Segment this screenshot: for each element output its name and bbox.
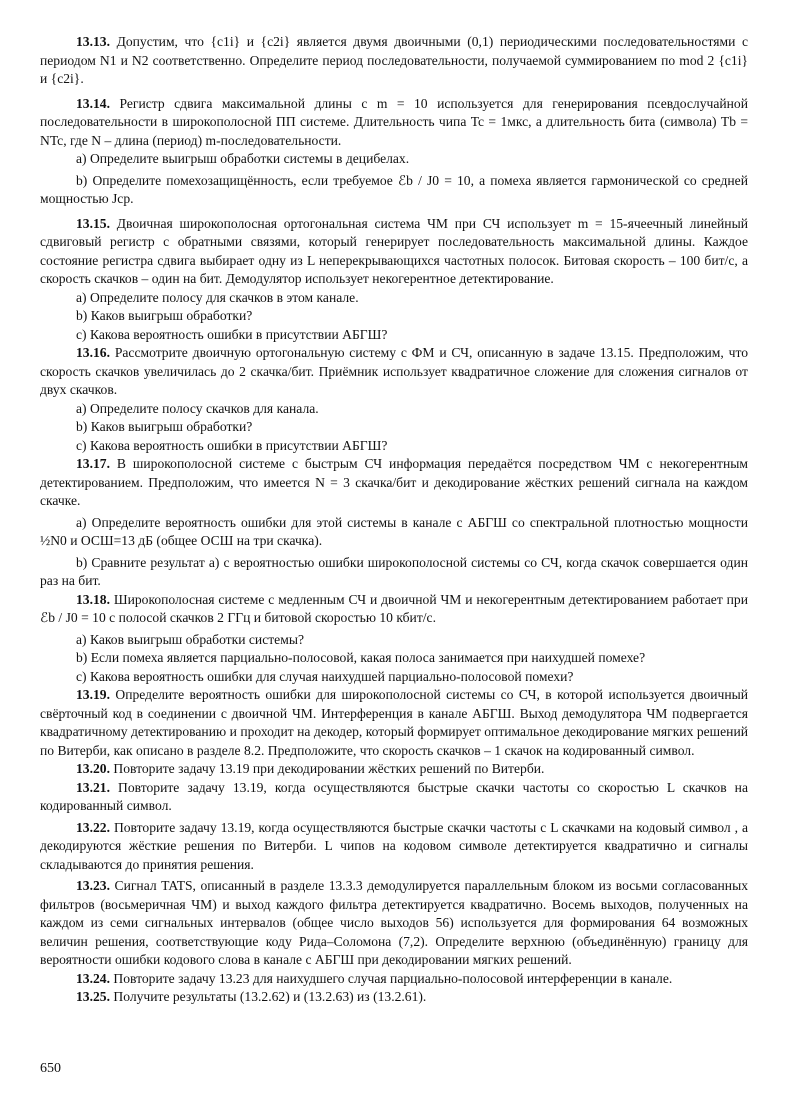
- problem-text: Широкополосная системе с медленным СЧ и двоичной ЧМ и некогерентным детектированием работает при ℰb / J0 = 10 с полосой скачков 2 ГГц и битовой скоростью 10 кбит/с.: [40, 591, 748, 625]
- problem-13-18-a: а) Каков выигрыш обработки системы?: [76, 631, 304, 647]
- problems-section: [40, 33, 748, 1007]
- problem-13-21: [40, 779, 748, 816]
- problem-text: Повторите задачу 13.19, когда осуществляются быстрые скачки частоты со скоростью L скачков на кодированный символ.: [40, 779, 748, 813]
- problem-number: 13.16.: [76, 345, 110, 360]
- problem-13-24: [40, 970, 748, 989]
- problem-text: Рассмотрите двоичную ортогональную систему с ФМ и СЧ, описанную в задаче 13.15. Предположим, что скорость скачков увеличилась до 2 скачка/бит. Приёмник использует квадратичное сложение для сложения сигналов от двух скачков.: [40, 345, 749, 397]
- problem-number: 13.22.: [76, 819, 110, 835]
- problem-13-17-a: а) Определите вероятность ошибки для этой системы в канале с АБГШ со спектральной плотностью мощности ½N0 и ОСШ=13 дБ (общее ОСШ на три скачка).: [40, 514, 748, 548]
- problem-13-23: [40, 877, 748, 970]
- problem-text: Получите результаты (13.2.62) и (13.2.63) из (13.2.61).: [113, 989, 427, 1004]
- problem-13-16-b: b) Каков выигрыш обработки?: [76, 419, 253, 434]
- problem-13-17: [40, 455, 748, 511]
- problem-13-18: [40, 591, 748, 628]
- problem-number: 13.20.: [76, 761, 110, 776]
- problem-13-18-c: с) Какова вероятность ошибки для случая наихудшей парциально-полосовой помехи?: [76, 668, 574, 684]
- problem-13-15: [40, 215, 748, 289]
- problem-13-15-b: b) Каков выигрыш обработки?: [76, 308, 253, 323]
- problem-number: 13.14.: [76, 95, 110, 111]
- problem-text: Повторите задачу 13.19, когда осуществляются быстрые скачки частоты с L скачками на кодовый символ , а декодируются жёсткие решения по Витерби. L чипов на кодовом символе детектируется квадратично и сигналы складываются до принятия решения.: [40, 819, 748, 872]
- problem-13-14: [40, 95, 748, 151]
- problem-number: 13.19.: [76, 687, 110, 702]
- problem-13-14-b: b) Определите помехозащищённость, если требуемое ℰb / J0 = 10, а помеха является гармонической со средней мощностью Jср.: [40, 172, 748, 206]
- problem-number: 13.17.: [76, 456, 110, 471]
- problem-text: Сигнал TATS, описанный в разделе 13.3.3 демодулируется параллельным блоком из восьми согласованных фильтров (восьмеричная ЧМ) и выход каждого фильтра детектируется квадратично. Восемь выходов, полученных на каждом из семи сигнальных интервалов (общее число выходов 56) используется для формирования 64 возможных величин решения, соответствующие коду Рида–Соломона (7,2). Определите верхнюю (объединённую) границу для вероятности ошибки кодового слова в канале с АБГШ при декодировании мягких решений.: [40, 878, 748, 967]
- problem-13-20: [40, 760, 748, 779]
- problem-13-22: [40, 819, 748, 875]
- problem-text: Определите вероятность ошибки для широкополосной системы со СЧ, в которой используется двоичный свёрточный код в соединении с двоичной ЧМ. Интерференция в канале АБГШ. Выход демодулятора ЧМ подвергается квадратичному детектированию и проходит на декодер, который формирует оптимальное декодирование мягких решений по Витерби, как описано в разделе 8.2. Предположите, что скорость скачков – 1 скачок на кодированный символ.: [40, 687, 749, 758]
- problem-13-25: [40, 988, 748, 1007]
- problem-number: 13.13.: [76, 34, 110, 49]
- problem-text: Повторите задачу 13.23 для наихудшего случая парциально-полосовой интерференции в канале.: [113, 970, 673, 986]
- problem-13-17-b: b) Сравните результат а) с вероятностью ошибки широкополосной системы со СЧ, когда скачок совершается один раз на бит.: [40, 554, 748, 588]
- problem-number: 13.18.: [76, 591, 110, 607]
- problem-13-13: [40, 33, 748, 89]
- problem-text: В широкополосной системе с быстрым СЧ информация передаётся посредством ЧМ с некогерентным детектированием. Предположим, что имеется N = 3 скачка/бит и декодирование жёстких решений сигнала на каждом скачке.: [40, 456, 749, 508]
- problem-number: 13.15.: [76, 215, 110, 231]
- problem-13-16-a: а) Определите полосу скачков для канала.: [76, 400, 319, 416]
- problem-13-16-c: с) Какова вероятность ошибки в присутствии АБГШ?: [76, 437, 388, 453]
- problem-13-16: [40, 344, 748, 400]
- page-number: 650: [40, 1061, 61, 1076]
- problem-13-14-a: а) Определите выигрыш обработки системы в децибелах.: [76, 151, 410, 166]
- problem-13-18-b: b) Если помеха является парциально-полосовой, какая полоса занимается при наихудшей помехе?: [76, 650, 646, 665]
- problem-number: 13.21.: [76, 779, 110, 795]
- problem-13-19: [40, 686, 748, 760]
- problem-text: Допустим, что {c1i} и {c2i} является двумя двоичными (0,1) периодическими последовательностями с периодом N1 и N2 соответственно. Определите период последовательности, получаемой суммированием по mod 2 {c1i} и {c2i}.: [40, 34, 748, 86]
- problem-number: 13.23.: [76, 878, 110, 893]
- problem-number: 13.25.: [76, 989, 110, 1004]
- problem-13-15-a: а) Определите полосу для скачков в этом канале.: [76, 289, 359, 305]
- problem-text: Двоичная широкополосная ортогональная система ЧМ при СЧ использует m = 15-ячеечный линейный сдвиговый регистр с обратными связями, который генерирует последовательность максимальной длины. Каждое состояние регистра сдвига выбирает одну из L неперекрывающихся частотных полосок. Битовая скорость – 100 бит/с, а скорость скачков – один на бит. Демодулятор использует некогерентное детектирование.: [40, 215, 748, 286]
- problem-text: Повторите задачу 13.19 при декодировании жёстких решений по Витерби.: [113, 761, 545, 776]
- problem-text: Регистр сдвига максимальной длины с m = 10 используется для генерирования псевдослучайной последовательности в широкополосной ПП системе. Длительность чипа Tc = 1мкс, а длительность бита (символа) Tb = NTc, где N – длина (период) m-последовательности.: [40, 95, 748, 148]
- problem-number: 13.24.: [76, 970, 110, 986]
- problem-13-15-c: с) Какова вероятность ошибки в присутствии АБГШ?: [76, 326, 388, 342]
